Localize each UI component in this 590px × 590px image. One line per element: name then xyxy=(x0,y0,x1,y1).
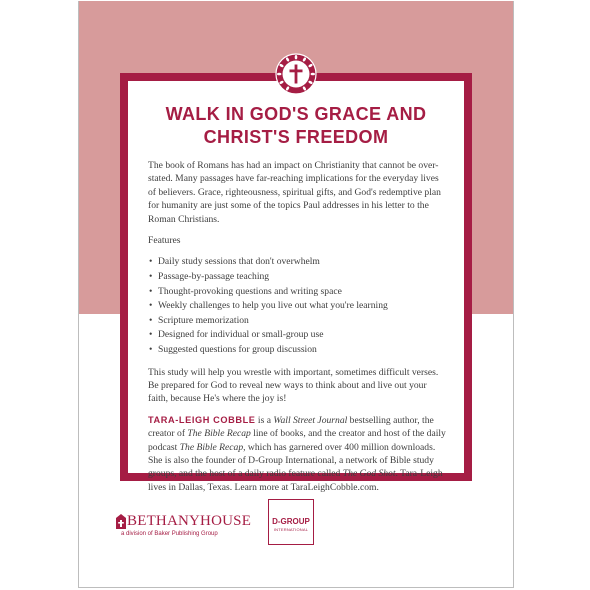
features-label: Features xyxy=(148,235,181,247)
feature-item: • Suggested questions for group discussion xyxy=(148,343,446,358)
feature-item: • Scripture memorization xyxy=(148,314,446,329)
content-frame xyxy=(120,73,472,493)
author-name: TARA-LEIGH COBBLE xyxy=(148,414,256,425)
intro-paragraph: The book of Romans has had an impact on Christianity that cannot be over-stated. Many passages have far-reaching implications for the everyday lives of believers. Grace, righteousness, spiritual gifts, and God's redemptive plan for humanity are just some of the topics Paul addresses in his letter to the Roman Christians. xyxy=(148,160,441,225)
cover-title xyxy=(128,103,464,149)
wsj-title: Wall Street Journal xyxy=(273,414,348,426)
dgroup-sub: INTERNATIONAL xyxy=(273,527,309,532)
bible-recap-podcast: The Bible Recap xyxy=(179,441,244,453)
bullet-icon: • xyxy=(149,285,153,297)
bullet-icon: • xyxy=(149,271,153,283)
bullet-icon: • xyxy=(149,300,153,312)
description-body xyxy=(148,159,446,502)
closing-paragraph: This study will help you wrestle with important, sometimes difficult verses. Be prepared for God to reveal new ways to think about and live out your faith, because He's where the joy is! xyxy=(148,366,439,405)
features-list xyxy=(148,255,446,357)
god-shot-title: The God Shot xyxy=(342,468,396,480)
publisher-logo xyxy=(115,513,265,543)
publisher-division: a division of Baker Publishing Group xyxy=(121,531,218,537)
dgroup-logo xyxy=(268,499,314,545)
bible-recap-books: The Bible Recap xyxy=(187,428,251,440)
feature-item: • Passage-by-passage teaching xyxy=(148,270,446,285)
content-panel xyxy=(128,81,464,493)
bullet-icon: • xyxy=(149,314,153,326)
title-line-2: CHRIST'S FREEDOM xyxy=(203,127,389,147)
feature-item: • Daily study sessions that don't overwhelm xyxy=(148,255,446,270)
bullet-icon: • xyxy=(149,256,153,268)
publisher-name: BETHANYHOUSE xyxy=(127,513,252,529)
feature-item: • Weekly challenges to help you live out what you're learning xyxy=(148,299,446,314)
feature-item: • Thought-provoking questions and writing space xyxy=(148,285,446,300)
bethany-house-mark-icon xyxy=(115,514,127,530)
title-line-1: WALK IN GOD'S GRACE AND xyxy=(165,104,427,124)
author-bio: TARA-LEIGH COBBLE is a Wall Street Journal bestselling author, the creator of The Bible Recap line of books, and the creator and host of the daily podcast The Bible Recap, which has garnered over 400 million downloads. She is also the founder of D-Group International, a network of Bible study groups, and the host of a daily radio feature called The God Shot. Tara-Leigh lives in Dallas, Texas. Learn more at TaraLeighCobble.com. xyxy=(148,414,446,493)
dgroup-name: D-GROUP xyxy=(272,517,310,526)
bullet-icon: • xyxy=(149,344,153,355)
back-cover xyxy=(78,1,514,588)
bullet-icon: • xyxy=(149,329,153,341)
cross-wreath-icon xyxy=(275,53,317,95)
feature-item: • Designed for individual or small-group use xyxy=(148,328,446,343)
